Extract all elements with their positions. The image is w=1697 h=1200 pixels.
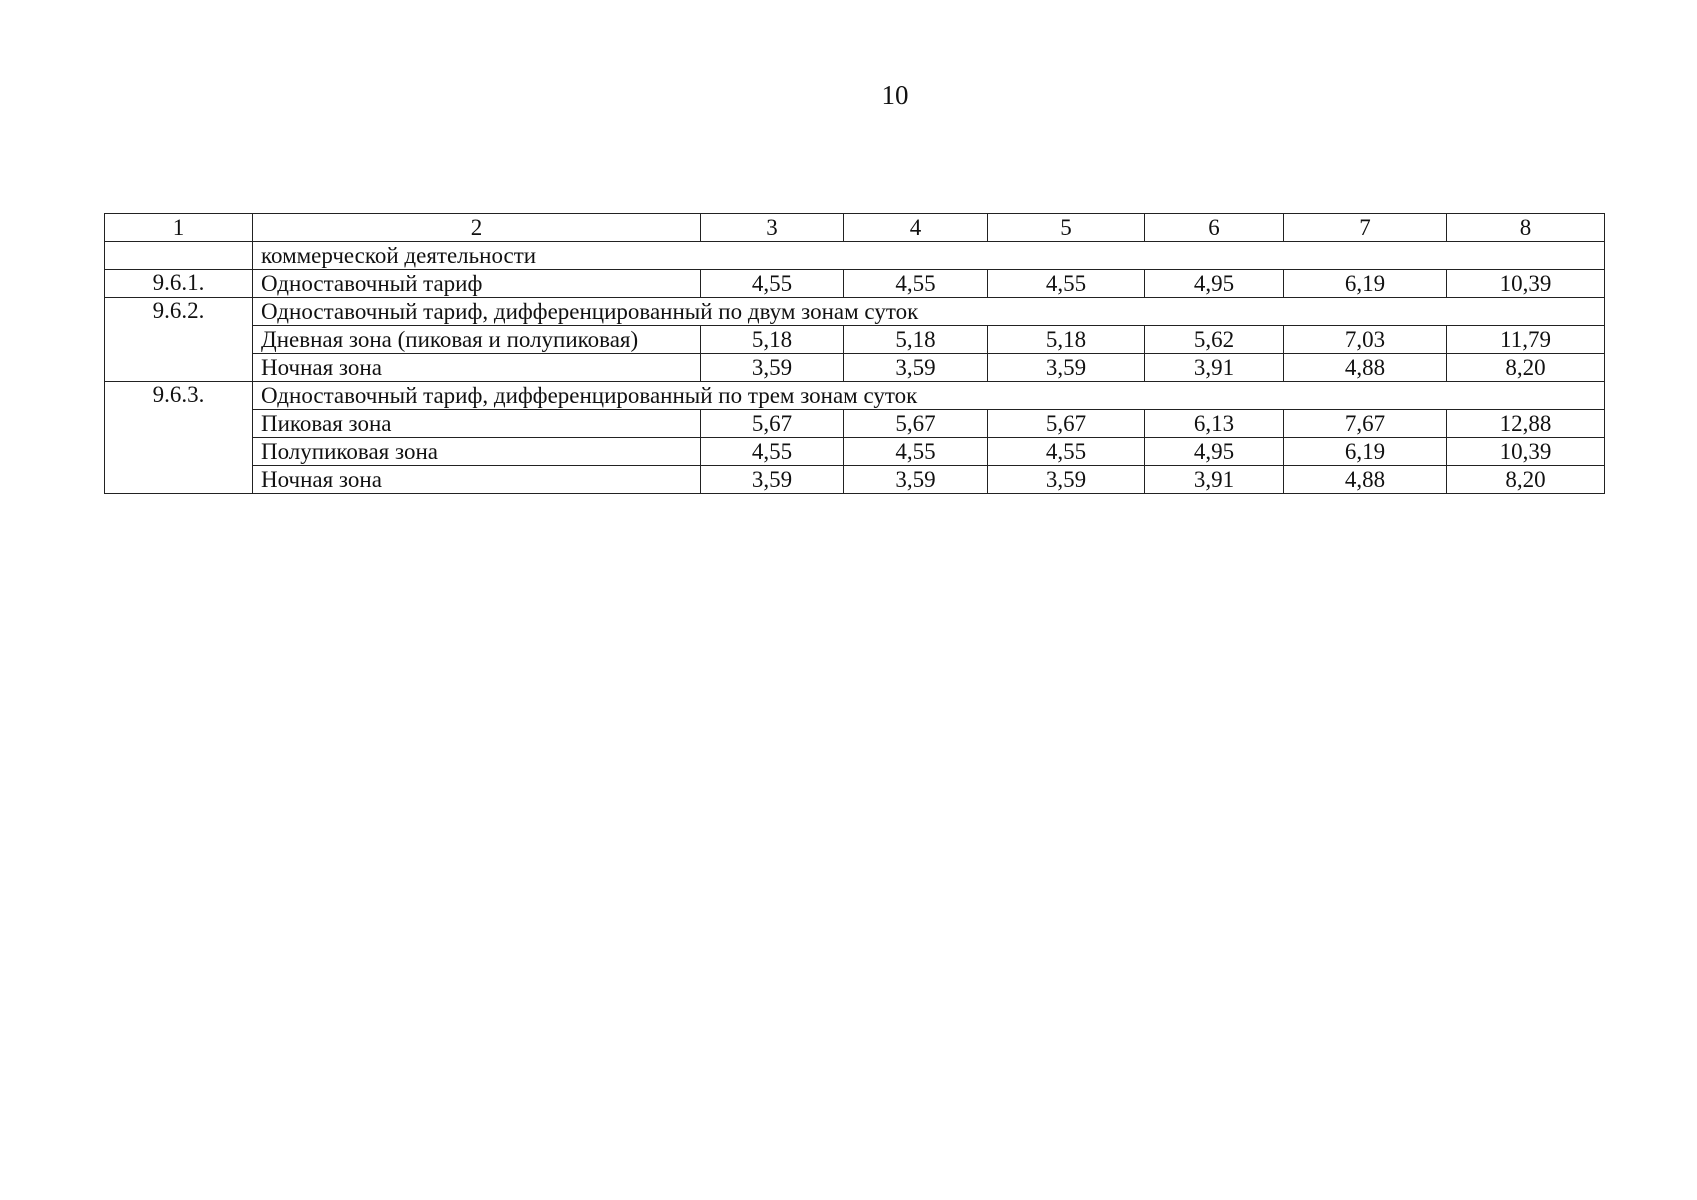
value-cell: 5,18 [844,326,988,354]
value-cell: 4,88 [1284,354,1447,382]
table-header-row [105,214,1605,242]
row-label: Одноставочный тариф [253,270,701,298]
value-cell: 10,39 [1447,270,1605,298]
table-row [105,354,1605,382]
row-label: Полупиковая зона [253,438,701,466]
value-cell: 4,95 [1145,438,1284,466]
value-cell: 10,39 [1447,438,1605,466]
value-cell: 3,59 [701,354,844,382]
row-label: Ночная зона [253,354,701,382]
table-row [105,326,1605,354]
value-cell: 8,20 [1447,354,1605,382]
table-row [105,466,1605,494]
header-cell: 4 [844,214,988,242]
table-row [105,270,1605,298]
value-cell: 5,18 [988,326,1145,354]
table-row [105,298,1605,326]
value-cell: 4,95 [1145,270,1284,298]
value-cell: 4,55 [988,438,1145,466]
value-cell: 4,55 [701,270,844,298]
table-row [105,382,1605,410]
value-cell: 6,19 [1284,438,1447,466]
tariff-table [104,213,1605,494]
row-number: 9.6.2. [105,298,253,382]
value-cell: 3,91 [1145,354,1284,382]
value-cell: 7,67 [1284,410,1447,438]
value-cell: 4,55 [701,438,844,466]
row-label: Дневная зона (пиковая и полупиковая) [253,326,701,354]
table-row [105,438,1605,466]
header-cell: 1 [105,214,253,242]
value-cell: 5,62 [1145,326,1284,354]
value-cell: 3,59 [701,466,844,494]
value-cell: 3,59 [844,466,988,494]
row-label: коммерческой деятельности [253,242,1605,270]
row-number: 9.6.1. [105,270,253,298]
header-cell: 8 [1447,214,1605,242]
table-row [105,410,1605,438]
row-label: Одноставочный тариф, дифференцированный по трем зонам суток [253,382,1605,410]
value-cell: 3,59 [844,354,988,382]
value-cell: 4,55 [844,438,988,466]
table-row [105,242,1605,270]
value-cell: 3,91 [1145,466,1284,494]
header-cell: 3 [701,214,844,242]
header-cell: 7 [1284,214,1447,242]
value-cell: 6,13 [1145,410,1284,438]
value-cell: 5,67 [988,410,1145,438]
value-cell: 7,03 [1284,326,1447,354]
value-cell: 12,88 [1447,410,1605,438]
value-cell: 3,59 [988,466,1145,494]
page-number: 10 [881,80,909,110]
value-cell: 5,67 [844,410,988,438]
value-cell: 11,79 [1447,326,1605,354]
row-label: Одноставочный тариф, дифференцированный по двум зонам суток [253,298,1605,326]
value-cell: 6,19 [1284,270,1447,298]
row-number [105,242,253,270]
header-cell: 2 [253,214,701,242]
header-cell: 6 [1145,214,1284,242]
header-cell: 5 [988,214,1145,242]
value-cell: 3,59 [988,354,1145,382]
value-cell: 8,20 [1447,466,1605,494]
value-cell: 4,55 [988,270,1145,298]
value-cell: 4,88 [1284,466,1447,494]
row-label: Пиковая зона [253,410,701,438]
row-label: Ночная зона [253,466,701,494]
value-cell: 5,67 [701,410,844,438]
row-number: 9.6.3. [105,382,253,494]
value-cell: 5,18 [701,326,844,354]
value-cell: 4,55 [844,270,988,298]
